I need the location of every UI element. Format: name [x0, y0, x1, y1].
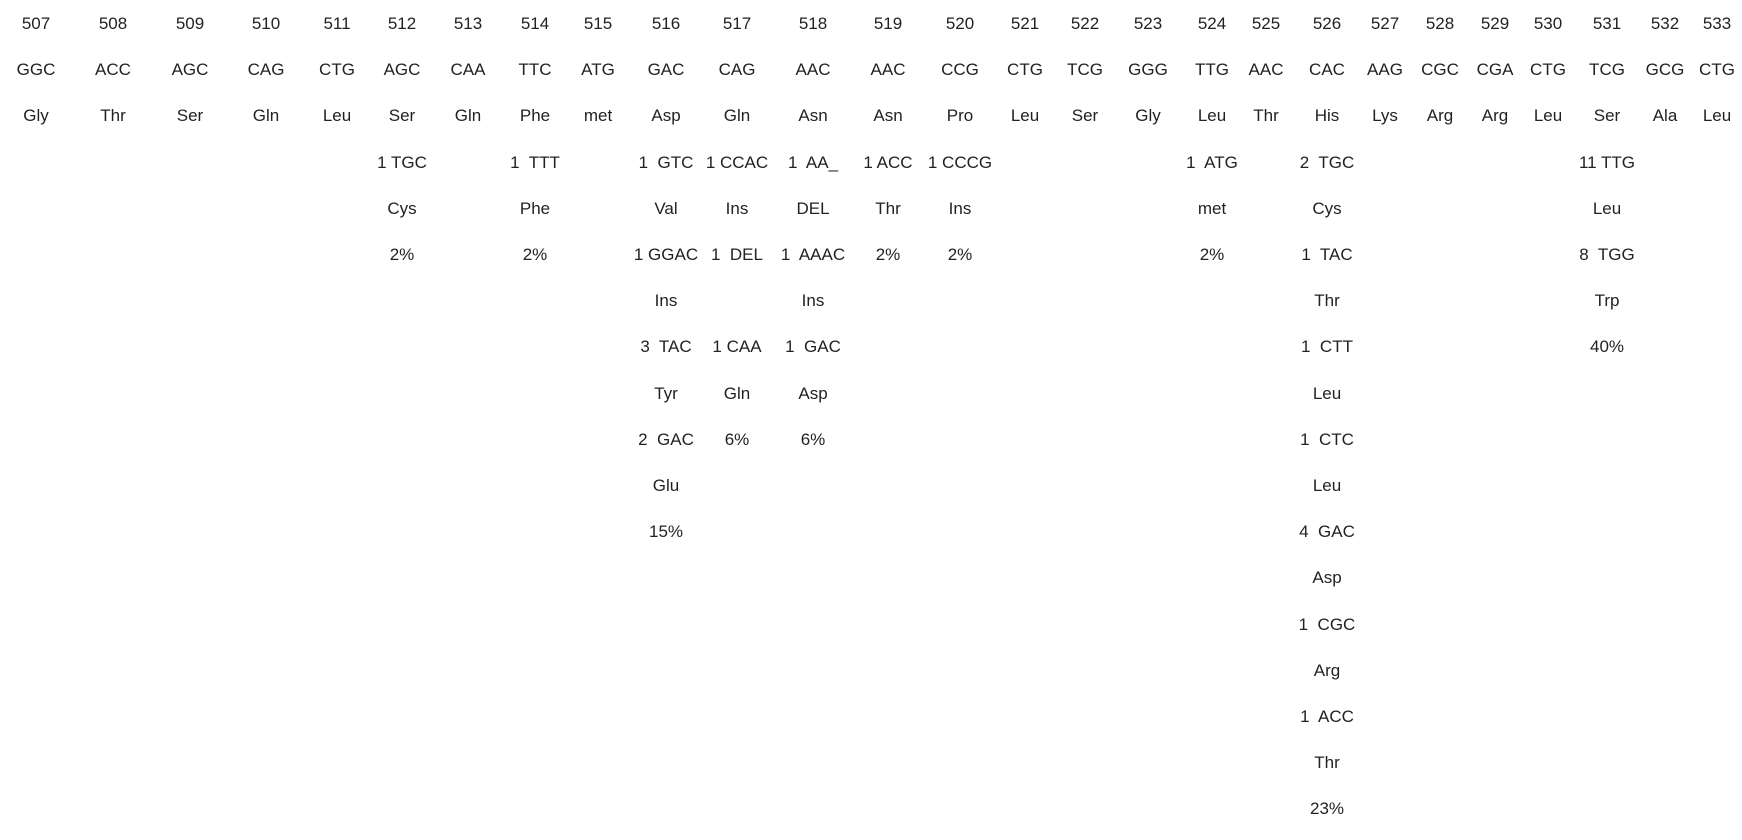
variant-entry: 1 CTT: [1301, 337, 1353, 357]
reference-codon: AGC: [171, 60, 209, 80]
position-number: 511: [323, 14, 351, 33]
variant-entry: 23%: [1309, 799, 1345, 819]
position-number: 520: [945, 14, 975, 33]
reference-amino-acid: Thr: [1253, 106, 1279, 126]
reference-amino-acid: Gln: [454, 106, 482, 126]
position-number: 509: [175, 14, 205, 33]
variant-entry: 2%: [875, 245, 901, 264]
position-number: 533: [1702, 14, 1732, 33]
reference-amino-acid: His: [1314, 106, 1340, 126]
reference-amino-acid: Leu: [1702, 106, 1732, 126]
position-number: 514: [520, 14, 550, 33]
reference-amino-acid: Phe: [519, 106, 551, 126]
variant-entry: Tyr: [654, 383, 678, 403]
reference-amino-acid: Leu: [1010, 106, 1040, 126]
reference-amino-acid: Asp: [651, 106, 681, 126]
variant-entry: Gln: [723, 383, 751, 403]
variant-entry: 2%: [947, 245, 973, 264]
reference-amino-acid: Leu: [322, 106, 352, 126]
reference-amino-acid: Ser: [176, 106, 204, 126]
variant-entry: Leu: [1312, 383, 1342, 403]
reference-codon: CTG: [1530, 60, 1566, 80]
variant-entry: 3 TAC: [640, 337, 692, 357]
reference-codon: CAG: [718, 60, 756, 80]
reference-codon: AAG: [1367, 60, 1403, 80]
reference-codon: ATG: [581, 60, 615, 80]
variant-entry: Thr: [1314, 753, 1340, 773]
position-number: 521: [1010, 14, 1040, 33]
reference-codon: ACC: [95, 60, 131, 80]
variant-entry: 1 GAC: [785, 337, 841, 357]
variant-entry: DEL: [796, 198, 830, 218]
position-number: 522: [1070, 14, 1100, 33]
variant-entry: 11 TTG: [1578, 152, 1636, 172]
reference-codon: TTG: [1195, 60, 1229, 80]
variant-entry: 1 CCAC: [705, 152, 769, 172]
reference-codon: GGG: [1128, 60, 1168, 80]
reference-amino-acid: Thr: [100, 106, 126, 126]
variant-entry: 2 TGC: [1299, 152, 1355, 172]
reference-amino-acid: Ser: [1593, 106, 1621, 126]
position-number: 507: [21, 14, 51, 33]
variant-entry: 2%: [389, 245, 415, 264]
position-number: 517: [722, 14, 752, 33]
position-number: 515: [583, 14, 613, 33]
position-number: 532: [1650, 14, 1680, 33]
reference-codon: TTC: [518, 60, 552, 80]
reference-codon: CTG: [1007, 60, 1043, 80]
variant-entry: 4 GAC: [1299, 522, 1355, 542]
reference-amino-acid: Ser: [1071, 106, 1099, 126]
reference-amino-acid: Leu: [1533, 106, 1563, 126]
reference-codon: TCG: [1589, 60, 1625, 80]
variant-entry: 8 TGG: [1579, 245, 1635, 264]
variant-entry: Arg: [1313, 660, 1341, 680]
variant-entry: Trp: [1594, 291, 1620, 311]
variant-entry: 1 CGC: [1298, 614, 1356, 634]
reference-codon: GCG: [1645, 60, 1685, 80]
reference-amino-acid: Arg: [1426, 106, 1454, 126]
reference-amino-acid: Asn: [873, 106, 903, 126]
variant-entry: 6%: [724, 429, 750, 449]
reference-amino-acid: Asn: [798, 106, 828, 126]
variant-entry: 1 ACC: [1300, 707, 1354, 726]
position-number: 531: [1592, 14, 1622, 33]
variant-entry: 2 GAC: [638, 429, 694, 449]
reference-amino-acid: Gln: [723, 106, 751, 126]
position-number: 508: [98, 14, 128, 33]
variant-entry: 2%: [522, 245, 548, 264]
variant-entry: 1 CCCG: [927, 152, 993, 172]
variant-entry: Phe: [519, 198, 551, 218]
variant-entry: Val: [654, 198, 678, 218]
variant-entry: Asp: [798, 383, 828, 403]
variant-entry: 1 GGAC: [633, 245, 699, 264]
reference-codon: CGA: [1476, 60, 1514, 80]
variant-entry: 6%: [800, 429, 826, 449]
position-number: 529: [1480, 14, 1510, 33]
reference-amino-acid: met: [583, 106, 613, 126]
variant-entry: 1 ATG: [1186, 152, 1238, 172]
variant-entry: Asp: [1312, 568, 1342, 588]
reference-codon: GGC: [16, 60, 56, 80]
position-number: 527: [1370, 14, 1400, 33]
reference-amino-acid: Lys: [1372, 106, 1398, 126]
variant-entry: 1 ACC: [863, 152, 913, 172]
reference-amino-acid: Gln: [252, 106, 280, 126]
variant-entry: met: [1197, 198, 1227, 218]
reference-codon: GAC: [647, 60, 685, 80]
position-number: 525: [1251, 14, 1281, 33]
variant-entry: 2%: [1199, 245, 1225, 264]
position-number: 528: [1425, 14, 1455, 33]
variant-entry: 1 AAAC: [780, 245, 846, 264]
reference-codon: CTG: [1699, 60, 1735, 80]
position-number: 524: [1197, 14, 1227, 33]
position-number: 510: [251, 14, 281, 33]
reference-amino-acid: Gly: [23, 106, 49, 126]
variant-entry: 1 CTC: [1300, 429, 1354, 449]
reference-codon: CCG: [941, 60, 979, 80]
reference-codon: CGC: [1421, 60, 1459, 80]
position-number: 530: [1533, 14, 1563, 33]
reference-codon: CAG: [247, 60, 285, 80]
variant-entry: Thr: [875, 198, 901, 218]
reference-amino-acid: Ala: [1652, 106, 1678, 126]
reference-amino-acid: Leu: [1197, 106, 1227, 126]
position-number: 519: [873, 14, 903, 33]
reference-codon: CTG: [319, 60, 355, 80]
variant-entry: Leu: [1312, 476, 1342, 495]
variant-entry: 1 TTT: [510, 152, 560, 172]
position-number: 516: [651, 14, 681, 33]
reference-codon: AAC: [1248, 60, 1284, 80]
reference-amino-acid: Gly: [1135, 106, 1161, 126]
position-number: 518: [798, 14, 828, 33]
reference-codon: CAC: [1309, 60, 1345, 80]
reference-amino-acid: Pro: [946, 106, 974, 126]
variant-entry: 1 TGC: [377, 152, 427, 172]
variant-entry: Leu: [1592, 198, 1622, 218]
variant-entry: Cys: [387, 198, 417, 218]
variant-entry: Ins: [725, 198, 749, 218]
reference-codon: AGC: [383, 60, 421, 80]
variant-entry: 15%: [648, 522, 684, 542]
variant-entry: 1 CAA: [712, 337, 762, 357]
reference-codon: TCG: [1067, 60, 1103, 80]
variant-entry: 1 TAC: [1301, 245, 1353, 264]
reference-amino-acid: Ser: [388, 106, 416, 126]
variant-entry: 1 AA_: [787, 152, 839, 172]
variant-entry: 40%: [1589, 337, 1625, 357]
reference-codon: AAC: [795, 60, 831, 80]
variant-entry: 1 GTC: [638, 152, 694, 172]
variant-entry: Ins: [948, 198, 972, 218]
variant-entry: Ins: [654, 291, 678, 311]
position-number: 512: [387, 14, 417, 33]
reference-amino-acid: Arg: [1481, 106, 1509, 126]
position-number: 513: [453, 14, 483, 33]
reference-codon: AAC: [870, 60, 906, 80]
reference-codon: CAA: [450, 60, 486, 80]
variant-entry: Ins: [801, 291, 825, 311]
position-number: 526: [1312, 14, 1342, 33]
position-number: 523: [1133, 14, 1163, 33]
variant-entry: 1 DEL: [711, 245, 763, 264]
variant-entry: Glu: [652, 476, 680, 495]
variant-entry: Thr: [1314, 291, 1340, 311]
variant-entry: Cys: [1312, 198, 1342, 218]
